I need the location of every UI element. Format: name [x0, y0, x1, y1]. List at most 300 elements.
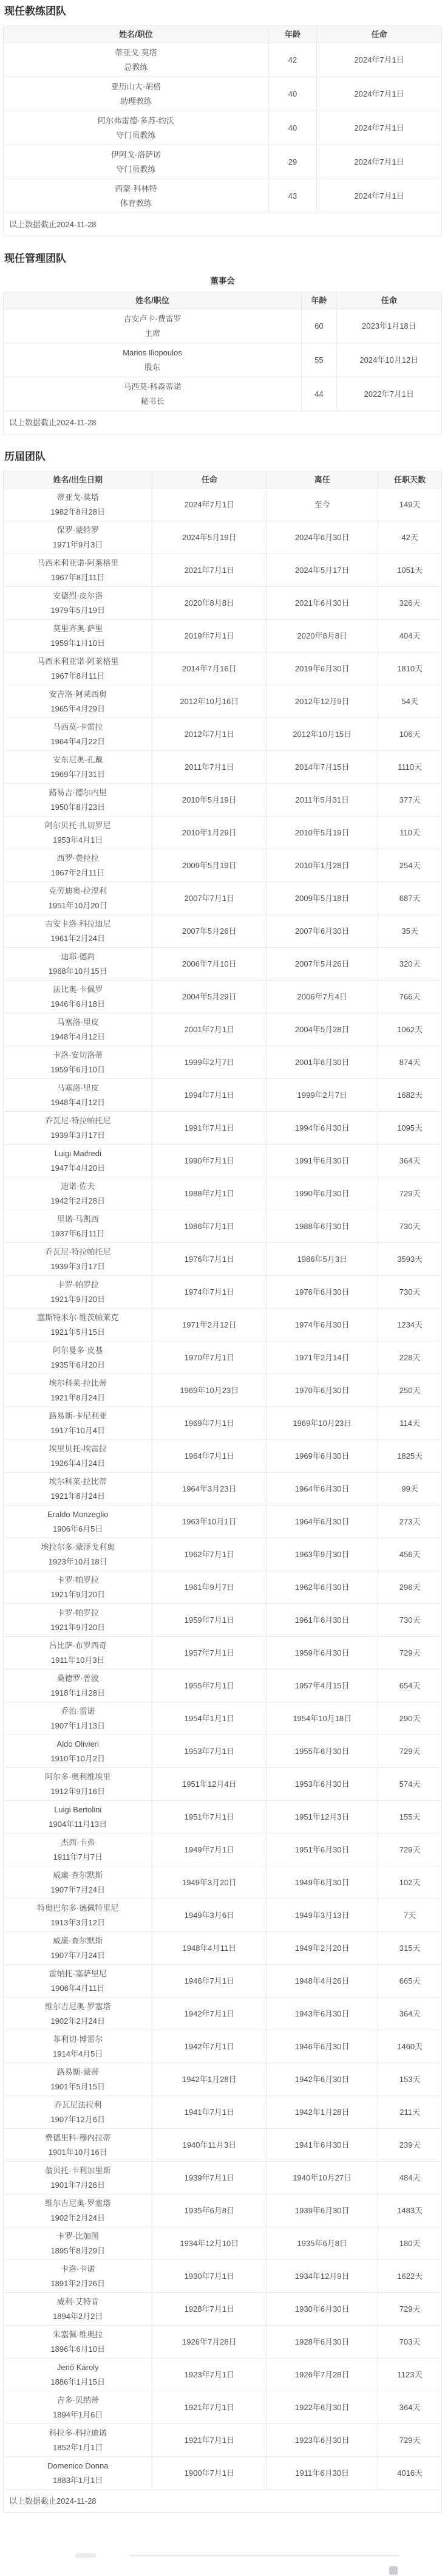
- person-name: Luigi Maifredi: [54, 1149, 101, 1158]
- name-cell: [4, 1374, 152, 1407]
- person-birthdate: 1907年1月13日: [50, 1721, 106, 1730]
- table-row: [4, 488, 442, 521]
- name-cell: [4, 343, 302, 377]
- days-cell: 1051天: [378, 554, 442, 587]
- appointed-cell: 1942年7月1日: [152, 2030, 267, 2063]
- section-title-current-management: 现任管理团队: [4, 253, 66, 264]
- left-cell: 1934年12月9日: [267, 2260, 378, 2293]
- table-row: [4, 179, 442, 213]
- person-name: 蒂亚戈·莫塔: [56, 493, 99, 502]
- appointed-cell: 1962年7月1日: [152, 1538, 267, 1571]
- name-cell: [4, 145, 269, 179]
- days-cell: 42天: [378, 521, 442, 554]
- person-name: 卡罗·帕罗拉: [56, 1608, 99, 1617]
- appointed-cell: 1948年4月11日: [152, 1932, 267, 1965]
- left-cell: 1991年6月30日: [267, 1145, 378, 1177]
- data-cutoff-note: 以上数据截止2024-11-28: [4, 213, 442, 236]
- name-cell: [4, 43, 269, 77]
- days-cell: 1622天: [378, 2260, 442, 2293]
- table-row: [4, 2129, 442, 2162]
- table-row: [4, 2162, 442, 2194]
- footer-widget[interactable]: [389, 2566, 398, 2575]
- appointed-cell: 1990年7月1日: [152, 1145, 267, 1177]
- appointed-cell: 1986年7月1日: [152, 1210, 267, 1243]
- table-row: [4, 2194, 442, 2227]
- days-cell: 290天: [378, 1702, 442, 1735]
- left-cell: 1964年6月30日: [267, 1506, 378, 1538]
- table-row: [4, 1801, 442, 1834]
- days-cell: 729天: [378, 1177, 442, 1210]
- current-coaching-staff-table: [3, 26, 442, 236]
- table-row: [4, 882, 442, 915]
- age-cell: 43: [268, 179, 316, 213]
- table-row: [4, 2358, 442, 2391]
- appointed-cell: 1934年12月10日: [152, 2227, 267, 2260]
- name-cell: [4, 685, 152, 718]
- person-name: 吉安卢卡·费雷罗: [123, 314, 182, 323]
- name-cell: [4, 1243, 152, 1276]
- appointed-cell: 2024年10月12日: [336, 343, 441, 377]
- name-cell: [4, 1145, 152, 1177]
- name-cell: [4, 2063, 152, 2096]
- person-name: 维尔吉尼奥·罗塞塔: [45, 2199, 111, 2208]
- appointed-cell: 1926年7月28日: [152, 2326, 267, 2358]
- table-row: [4, 849, 442, 882]
- name-cell: [4, 587, 152, 620]
- name-cell: [4, 1079, 152, 1112]
- name-cell: [4, 817, 152, 849]
- person-name: 路易斯·蒙蒂: [56, 2067, 99, 2077]
- appointed-cell: 2007年5月26日: [152, 915, 267, 948]
- days-cell: 180天: [378, 2227, 442, 2260]
- table-row: [4, 1210, 442, 1243]
- appointed-cell: 1921年7月1日: [152, 2424, 267, 2457]
- days-cell: 1123天: [378, 2358, 442, 2391]
- name-cell: [4, 1899, 152, 1932]
- table-row: [4, 685, 442, 718]
- appointed-cell: 1946年7月1日: [152, 1965, 267, 1998]
- name-cell: [4, 784, 152, 817]
- days-cell: 3593天: [378, 1243, 442, 1276]
- name-cell: [4, 1735, 152, 1768]
- person-name: 马塞洛·里皮: [56, 1083, 99, 1092]
- person-role: 股东: [144, 363, 160, 372]
- person-name: 蒂亚戈·莫塔: [115, 48, 157, 57]
- left-cell: 1961年6月30日: [267, 1604, 378, 1637]
- name-cell: [4, 948, 152, 981]
- person-birthdate: 1906年4月11日: [50, 1984, 105, 1993]
- left-cell: 1959年6月30日: [267, 1637, 378, 1670]
- person-name: 雷纳托·塞萨里尼: [49, 1969, 107, 1978]
- table-row: [4, 1243, 442, 1276]
- person-name: 马塞洛·里皮: [56, 1018, 99, 1027]
- person-birthdate: 1946年6月18日: [50, 999, 106, 1009]
- appointed-cell: 2014年7月16日: [152, 653, 267, 685]
- person-name: 马西米利亚诺·阿莱格里: [37, 657, 119, 666]
- days-cell: 730天: [378, 1604, 442, 1637]
- appointed-cell: 1964年3月23日: [152, 1473, 267, 1506]
- days-cell: 654天: [378, 1670, 442, 1702]
- person-birthdate: 1891年2月26日: [50, 2279, 106, 2288]
- person-name: 维尔吉尼奥·罗塞塔: [45, 2002, 111, 2011]
- person-name: 克劳迪奥·拉涅利: [49, 886, 107, 896]
- name-cell: [4, 1670, 152, 1702]
- table-row: [4, 1604, 442, 1637]
- person-name: 埃拉尔多·蒙泽戈利奥: [41, 1543, 115, 1552]
- table-row: [4, 915, 442, 948]
- header-age: 年龄: [268, 26, 316, 43]
- appointed-cell: 1955年7月1日: [152, 1670, 267, 1702]
- page-footer-area: [3, 2529, 442, 2576]
- name-cell: [4, 1210, 152, 1243]
- table-row: [4, 948, 442, 981]
- appointed-cell: 2024年5月19日: [152, 521, 267, 554]
- appointed-cell: 2012年10月16日: [152, 685, 267, 718]
- name-cell: [4, 2162, 152, 2194]
- person-birthdate: 1921年8月24日: [50, 1393, 106, 1402]
- days-cell: 239天: [378, 2129, 442, 2162]
- appointed-cell: 1964年7月1日: [152, 1440, 267, 1473]
- person-name: 阿尔多·奥利维埃里: [45, 1772, 111, 1781]
- person-name: 阿尔弗雷德·多苏-约沃: [98, 116, 174, 125]
- left-cell: 2007年6月30日: [267, 915, 378, 948]
- person-name: 保罗·蒙特罗: [56, 526, 99, 535]
- table-row: [4, 77, 442, 111]
- name-cell: [4, 718, 152, 751]
- person-name: 桑德罗·普波: [56, 1674, 99, 1683]
- days-cell: 703天: [378, 2326, 442, 2358]
- left-cell: 2020年8月8日: [267, 620, 378, 653]
- age-cell: 55: [301, 343, 336, 377]
- name-cell: [4, 2030, 152, 2063]
- appointed-cell: 2022年7月1日: [336, 377, 441, 411]
- appointed-cell: 1949年7月1日: [152, 1834, 267, 1866]
- person-name: 费德里科·穆内拉蒂: [45, 2133, 111, 2142]
- name-cell: [4, 882, 152, 915]
- data-cutoff-note-row: [4, 2490, 442, 2513]
- person-name: 乔治·雷诺: [61, 1707, 95, 1716]
- name-cell: [4, 2227, 152, 2260]
- appointed-cell: 1951年7月1日: [152, 1801, 267, 1834]
- table-row: [4, 1177, 442, 1210]
- days-cell: 326天: [378, 587, 442, 620]
- name-cell: [4, 1932, 152, 1965]
- appointed-cell: 1921年7月1日: [152, 2391, 267, 2424]
- left-cell: 1999年2月7日: [267, 1079, 378, 1112]
- left-cell: 1969年10月23日: [267, 1407, 378, 1440]
- person-birthdate: 1910年10月2日: [50, 1754, 106, 1763]
- appointed-cell: 2020年8月8日: [152, 587, 267, 620]
- name-cell: [4, 2293, 152, 2326]
- person-birthdate: 1914年4月5日: [53, 2049, 103, 2058]
- days-cell: 54天: [378, 685, 442, 718]
- appointed-cell: 1991年7月1日: [152, 1112, 267, 1145]
- days-cell: 874天: [378, 1046, 442, 1079]
- person-role: 秘书长: [140, 397, 165, 406]
- days-cell: 1234天: [378, 1309, 442, 1341]
- table-row: [4, 1670, 442, 1702]
- person-birthdate: 1965年4月29日: [50, 704, 106, 713]
- table-row: [4, 2293, 442, 2326]
- appointed-cell: 1971年2月12日: [152, 1309, 267, 1341]
- table-header-row: [4, 292, 442, 309]
- table-row: [4, 2030, 442, 2063]
- left-cell: 1963年9月30日: [267, 1538, 378, 1571]
- left-cell: 1949年2月20日: [267, 1932, 378, 1965]
- person-birthdate: 1896年6月10日: [50, 2345, 106, 2354]
- left-cell: 1949年3月13日: [267, 1899, 378, 1932]
- left-cell: 1949年6月30日: [267, 1866, 378, 1899]
- name-cell: [4, 1637, 152, 1670]
- table-row: [4, 145, 442, 179]
- person-name: 朱塞佩·维奥拉: [53, 2330, 103, 2339]
- table-header-row: [4, 26, 442, 43]
- person-name: 翁贝托·卡利加里斯: [45, 2166, 111, 2175]
- days-cell: 250天: [378, 1374, 442, 1407]
- left-cell: 1955年6月30日: [267, 1735, 378, 1768]
- header-appointed: 任命: [336, 292, 441, 309]
- days-cell: 729天: [378, 1735, 442, 1768]
- person-birthdate: 1939年3月17日: [50, 1262, 106, 1271]
- person-name: 菲利切·博雷尔: [53, 2035, 103, 2044]
- days-cell: 114天: [378, 1407, 442, 1440]
- person-name: 卡罗·帕罗拉: [56, 1280, 99, 1289]
- person-birthdate: 1921年9月20日: [50, 1295, 106, 1304]
- table-row: [4, 1374, 442, 1407]
- left-cell: 1943年6月30日: [267, 1998, 378, 2030]
- left-cell: 2019年6月30日: [267, 653, 378, 685]
- person-birthdate: 1935年6月20日: [50, 1360, 106, 1369]
- person-name: 吉多·贝纳蒂: [56, 2396, 99, 2405]
- table-row: [4, 653, 442, 685]
- person-birthdate: 1969年7月31日: [50, 770, 106, 779]
- age-cell: 60: [301, 309, 336, 343]
- person-birthdate: 1912年9月16日: [50, 1787, 106, 1796]
- person-name: 伊阿戈·洛萨诺: [110, 150, 161, 159]
- appointed-cell: 2019年7月1日: [152, 620, 267, 653]
- person-name: Marios Iliopoulos: [123, 348, 182, 357]
- appointed-cell: 2009年5月19日: [152, 849, 267, 882]
- table-row: [4, 1276, 442, 1309]
- table-header-row: [4, 471, 442, 488]
- age-cell: 42: [268, 43, 316, 77]
- left-cell: 1935年6月8日: [267, 2227, 378, 2260]
- table-row: [4, 521, 442, 554]
- table-row: [4, 981, 442, 1013]
- person-birthdate: 1923年10月18日: [48, 1557, 107, 1566]
- left-cell: 1969年6月30日: [267, 1440, 378, 1473]
- appointed-cell: 1988年7月1日: [152, 1177, 267, 1210]
- person-birthdate: 1902年2月24日: [50, 2213, 106, 2222]
- appointed-cell: 1976年7月1日: [152, 1243, 267, 1276]
- person-birthdate: 1967年2月11日: [50, 868, 105, 877]
- section-current-management: [3, 252, 442, 434]
- left-cell: 1986年5月3日: [267, 1243, 378, 1276]
- person-birthdate: 1921年8月24日: [50, 1492, 106, 1501]
- appointed-cell: 2024年7月1日: [317, 179, 442, 213]
- table-row: [4, 1046, 442, 1079]
- table-row: [4, 1145, 442, 1177]
- days-cell: 1483天: [378, 2194, 442, 2227]
- person-name: 卡洛·卡诺: [61, 2264, 95, 2273]
- person-name: 威廉·查尔默斯: [53, 1871, 103, 1880]
- person-name: Luigi Bertolini: [54, 1805, 102, 1814]
- person-birthdate: 1942年2月28日: [50, 1196, 106, 1205]
- days-cell: 687天: [378, 882, 442, 915]
- appointed-cell: 2010年5月19日: [152, 784, 267, 817]
- person-birthdate: 1948年4月12日: [50, 1098, 106, 1107]
- table-row: [4, 2063, 442, 2096]
- name-cell: [4, 1866, 152, 1899]
- days-cell: 254天: [378, 849, 442, 882]
- person-name: 乔瓦尼法拉利: [54, 2100, 102, 2109]
- header-left: 离任: [267, 471, 378, 488]
- left-cell: 2012年10月15日: [267, 718, 378, 751]
- table-row: [4, 1079, 442, 1112]
- left-cell: 1951年12月3日: [267, 1801, 378, 1834]
- days-cell: 320天: [378, 948, 442, 981]
- days-cell: 153天: [378, 2063, 442, 2096]
- left-cell: 1928年6月30日: [267, 2326, 378, 2358]
- days-cell: 106天: [378, 718, 442, 751]
- table-row: [4, 1440, 442, 1473]
- table-row: [4, 2260, 442, 2293]
- days-cell: 102天: [378, 1866, 442, 1899]
- appointed-cell: 1949年3月20日: [152, 1866, 267, 1899]
- left-cell: 1942年1月28日: [267, 2096, 378, 2129]
- appointed-cell: 2021年7月1日: [152, 554, 267, 587]
- left-cell: 1941年6月30日: [267, 2129, 378, 2162]
- left-cell: 2011年5月31日: [267, 784, 378, 817]
- appointed-cell: 2006年7月10日: [152, 948, 267, 981]
- person-birthdate: 1982年8月28日: [50, 507, 106, 516]
- person-birthdate: 1953年4月1日: [53, 835, 103, 844]
- appointed-cell: 1951年12月4日: [152, 1768, 267, 1801]
- name-cell: [4, 1473, 152, 1506]
- days-cell: 211天: [378, 2096, 442, 2129]
- table-row: [4, 2096, 442, 2129]
- name-cell: [4, 1407, 152, 1440]
- table-row: [4, 343, 442, 377]
- person-name: 路易吉·德尔内里: [49, 788, 107, 797]
- data-cutoff-note-row: [4, 213, 442, 236]
- person-birthdate: 1852年1月1日: [53, 2443, 103, 2452]
- days-cell: 99天: [378, 1473, 442, 1506]
- appointed-cell: 1939年7月1日: [152, 2162, 267, 2194]
- person-role: 体育教练: [120, 199, 152, 208]
- name-cell: [4, 1341, 152, 1374]
- table-row: [4, 1965, 442, 1998]
- person-name: 特奥巴尔多·德佩特里尼: [37, 1903, 119, 1913]
- left-cell: 1953年6月30日: [267, 1768, 378, 1801]
- section-title-historical-staff: 历届团队: [4, 451, 46, 462]
- days-cell: 1460天: [378, 2030, 442, 2063]
- appointed-cell: 1959年7月1日: [152, 1604, 267, 1637]
- table-row: [4, 2326, 442, 2358]
- name-cell: [4, 653, 152, 685]
- appointed-cell: 2023年1月18日: [336, 309, 441, 343]
- person-name: 阿尔贝托·扎切罗尼: [45, 821, 111, 830]
- days-cell: 729天: [378, 2293, 442, 2326]
- name-cell: [4, 1604, 152, 1637]
- header-name-role: 姓名/职位: [4, 26, 269, 43]
- person-name: Aldo Olivieri: [56, 1739, 99, 1749]
- appointed-cell: 2011年7月1日: [152, 751, 267, 784]
- left-cell: 1923年6月30日: [267, 2424, 378, 2457]
- table-row: [4, 751, 442, 784]
- table-row: [4, 1571, 442, 1604]
- left-cell: 2006年7月4日: [267, 981, 378, 1013]
- person-birthdate: 1906年6月5日: [53, 1524, 103, 1533]
- name-cell: [4, 1538, 152, 1571]
- table-row: [4, 309, 442, 343]
- person-birthdate: 1937年6月11日: [50, 1229, 105, 1238]
- left-cell: 1990年6月30日: [267, 1177, 378, 1210]
- person-birthdate: 1979年5月19日: [50, 606, 106, 615]
- name-cell: [4, 1177, 152, 1210]
- board-caption: 董事会: [210, 276, 235, 286]
- section-historical-staff: [3, 450, 442, 2513]
- header-name-birth: 姓名/出生日期: [4, 471, 152, 488]
- person-birthdate: 1894年1月6日: [53, 2410, 103, 2419]
- left-cell: 2010年1月28日: [267, 849, 378, 882]
- name-cell: [4, 309, 302, 343]
- name-cell: [4, 620, 152, 653]
- appointed-cell: 2001年7月1日: [152, 1013, 267, 1046]
- appointed-cell: 1953年7月1日: [152, 1735, 267, 1768]
- appointed-cell: 1942年7月1日: [152, 1998, 267, 2030]
- days-cell: 273天: [378, 1506, 442, 1538]
- person-birthdate: 1948年4月12日: [50, 1032, 106, 1041]
- appointed-cell: 2024年7月1日: [317, 111, 442, 145]
- age-cell: 40: [268, 77, 316, 111]
- footer-placeholder-bar: [75, 2553, 96, 2558]
- appointed-cell: 1930年7月1日: [152, 2260, 267, 2293]
- header-name-role: 姓名/职位: [4, 292, 302, 309]
- left-cell: 2009年5月18日: [267, 882, 378, 915]
- appointed-cell: 1935年6月8日: [152, 2194, 267, 2227]
- person-birthdate: 1913年3月12日: [50, 1918, 106, 1927]
- table-row: [4, 1506, 442, 1538]
- person-name: 迪耶·德尚: [61, 952, 95, 961]
- appointed-cell: 2012年7月1日: [152, 718, 267, 751]
- name-cell: [4, 751, 152, 784]
- left-cell: 1976年6月30日: [267, 1276, 378, 1309]
- days-cell: 4016天: [378, 2457, 442, 2490]
- name-cell: [4, 2260, 152, 2293]
- appointed-cell: 1957年7月1日: [152, 1637, 267, 1670]
- table-row: [4, 1013, 442, 1046]
- person-birthdate: 1907年7月24日: [50, 1885, 106, 1894]
- days-cell: 1062天: [378, 1013, 442, 1046]
- left-cell: 1964年6月30日: [267, 1473, 378, 1506]
- person-name: 杰西·卡弗: [61, 1838, 95, 1847]
- person-name: 安东尼奥·孔戴: [53, 755, 103, 764]
- person-name: 法比奥·卡佩罗: [53, 985, 103, 994]
- name-cell: [4, 1506, 152, 1538]
- name-cell: [4, 1440, 152, 1473]
- person-birthdate: 1883年1月1日: [53, 2476, 103, 2485]
- appointed-cell: 2024年7月1日: [317, 145, 442, 179]
- appointed-cell: 1994年7月1日: [152, 1079, 267, 1112]
- table-row: [4, 1702, 442, 1735]
- days-cell: 364天: [378, 2391, 442, 2424]
- left-cell: 1939年6月30日: [267, 2194, 378, 2227]
- header-appointed: 任命: [152, 471, 267, 488]
- table-row: [4, 554, 442, 587]
- header-appointed: 任命: [317, 26, 442, 43]
- table-row: [4, 1768, 442, 1801]
